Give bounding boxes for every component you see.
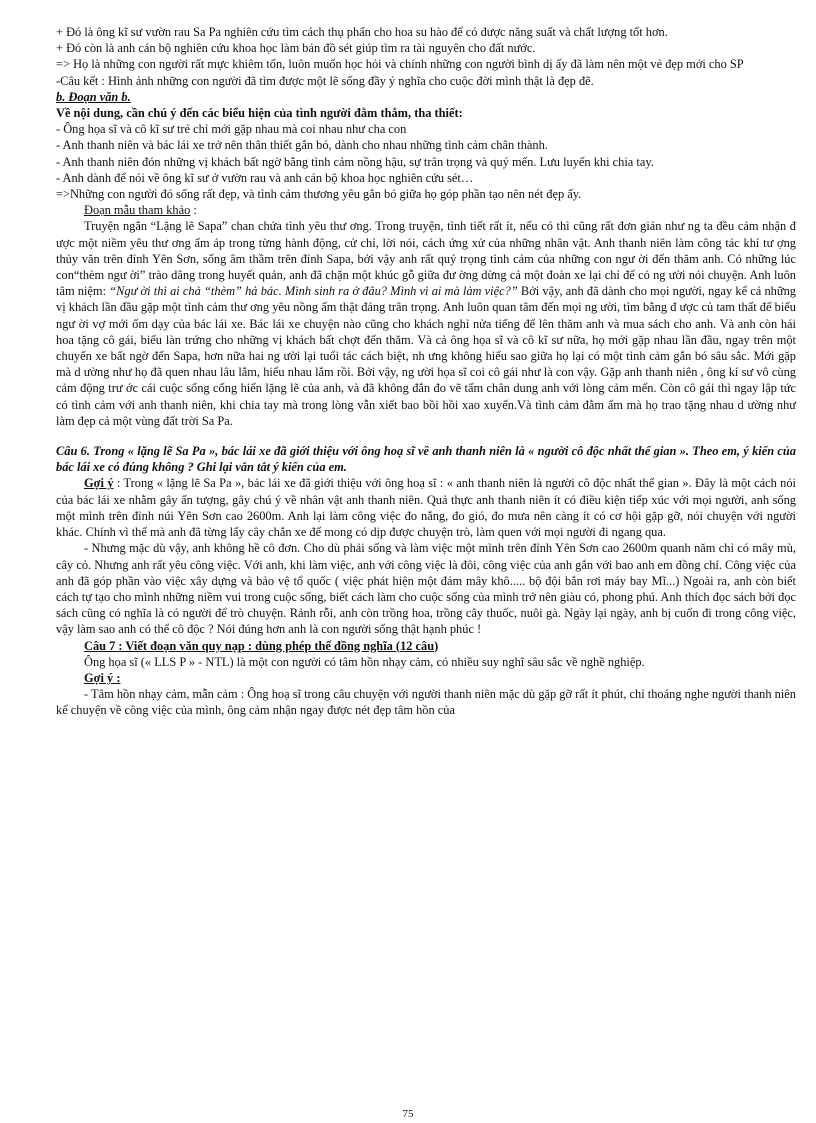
bullet-4: - Anh dành để nói về ông kĩ sư ở vườn rau và anh cán bộ khoa học nghiên cứu sét…	[56, 170, 474, 185]
model-paragraph-part-1: Truyện ngắn “Lặng lẽ Sapa” chan chứa tình yêu thư ơng. Trong truyện, tình tiết rất ít, nếu có thì cũng rất đơn giản như ng ta đều cảm nhận đ ược một niềm yêu thư ơng ấm áp trong từng hành động, cử chỉ, lời nói, cách ứng xử của những nhân vật. Anh thanh niên làm công tác khí tư ợng thủy văn trên đỉnh Yên Sơn, sống âm thầm trên đỉnh Sapa, bởi vậy anh rất quý trọng tình cảm của những con ngư ời đến thăm anh. Có những lúc con“thèm ngư ời” trào dâng trong huyết quản, anh đã chặn một khúc gỗ giữa đư ờng dừng cả một đoàn xe lại chỉ để có ng ười nói chuyện. Anh luôn tâm niệm:	[56, 219, 796, 299]
model-paragraph-quote: “Ngư ời thì ai chả “thèm” hả bác. Mình sinh ra ở đâu? Mình vì ai mà làm việc?”	[109, 284, 518, 299]
bullet-2: - Anh thanh niên và bác lái xe trở nên thân thiết gắn bó, dành cho nhau những tình cảm chân thành.	[56, 138, 548, 153]
question-7-paragraph-2: - Tâm hồn nhạy cảm, mẫn cảm : Ông hoạ sĩ trong câu chuyện với người thanh niên mặc dù gặp gỡ rất ít phút, chỉ thoáng nghe người thanh niên kể chuyện về công việc của mình, ông cảm nhận ngay được nét đẹp tâm hồn của	[56, 687, 796, 718]
model-paragraph-part-2: Bởi vậy, anh đã dành cho mọi người, ngay kể cả những vị khách lần đầu gặp một tình cảm thư ơng yêu nồng ấm thật đáng trân trọng. Anh luôn quan tâm đến mọi ng ười, tìm bằng đ ược củ tam thất để biếu ngư ời vợ mới ốm dạy của bác lái xe. Bác lái xe chuyện nào cũng cho khách nghỉ nửa tiếng để lên thăm anh và mua sách cho anh. Và anh còn hái hoa tặng cô gái, biếu làn trứng cho những vị khách bất chợt đến thăm. Và cả ông họa sĩ và cô kĩ sư nữa, họ mới gặp nhau lần đầu, ngay trên một chuyến xe bất ngờ đến Sapa, hơn nữa hai ng ười lại tuổi tác cách biệt, nh ưng không hiểu sao giữa họ lại có một tình cảm gắn bó sâu sắc. Mới gặp mà d ường như họ đã quen nhau lâu lắm, hiểu nhau lắm rồi. Bởi vậy, ng ười họa sĩ coi cô gái như là con vậy. Gặp anh thanh niên , ông kí sư vô cùng cảm động trư ớc cái cuộc sống cống hiến lặng lẽ của anh, và đã không đắn đo vẽ tấm chân dung anh với lòng cảm mến. Còn cô gái thì ngay lập tức có tình cảm với anh thanh niên, khi chia tay mà trong lòng vẫn xiết bao bồi hồi xao xuyến.Và tình cảm đằm ấm mà họ trao tặng nhau d ường như làm đẹp cả một vùng đất trời Sa Pa.	[56, 284, 796, 428]
question-7: Câu 7 : Viết đoạn văn quy nạp : dùng phép thế đồng nghĩa (12 câu)	[84, 638, 439, 653]
line-2: + Đó còn là anh cán bộ nghiên cứu khoa học làm bản đồ sét giúp tìm ra tài nguyên cho đất nước.	[56, 41, 536, 56]
document-page	[56, 24, 796, 719]
question-6-hint	[56, 475, 796, 540]
question-6: Câu 6. Trong « lặng lẽ Sa Pa », bác lái xe đã giới thiệu với ông hoạ sĩ về anh thanh niên là « người cô độc nhất thế gian ». Theo em, ý kiến của bác lái xe có đúng không ? Ghi lại vắn tắt ý kiến của em.	[56, 444, 796, 475]
hint-label-2: Gợi ý :	[84, 670, 121, 685]
question-6-paragraph-2: - Nhưng mặc dù vậy, anh không hề cô đơn. Cho dù phải sống và làm việc một mình trên đỉnh Yên Sơn cao 2600m quanh năm chỉ có mây mù, cây cỏ. Nhưng anh rất yêu công việc. Với anh, khi làm việc, anh với công việc là đôi, công việc của anh gắn với bao anh em đồng chí. Công việc của anh đã góp phần vào việc xây dựng và bảo vệ tổ quốc ( việc phát hiện một đám mây khô..... bộ đội bắn rơi máy bay Mĩ...) Ngoài ra, anh còn biết cách tự tạo cho mình những niềm vui trong cuộc sống, biết cách làm cho cuộc sống của mình trở nên giàu có, phong phú. Anh thích đọc sách bởi đọc sách cũng có nghĩa là có người để trò chuyện. Rảnh rỗi, anh còn trồng hoa, trồng cây thuốc, nuôi gà. Ngày lại ngày, anh bị cuốn đi trong công việc, vậy làm sao anh có thể cô độc ? Nói đúng hơn anh là con người sống thật hạnh phúc !	[56, 541, 796, 637]
line-1: + Đó là ông kĩ sư vườn rau Sa Pa nghiên cứu tìm cách thụ phấn cho hoa su hào để có được năng suất và chất lượng tốt hơn.	[56, 25, 668, 39]
model-paragraph-label	[56, 202, 796, 218]
question-7-paragraph-1: Ông họa sĩ (« LLS P » - NTL) là một con người có tâm hồn nhạy cảm, có nhiều suy nghĩ sâu sắc về nghề nghiệp.	[84, 654, 645, 669]
section-b-heading: b. Đoạn văn b.	[56, 89, 131, 104]
section-b-intro: Về nội dung, cần chú ý đến các biểu hiện của tình người đằm thắm, tha thiết:	[56, 106, 463, 121]
question-6-hint-text: : Trong « lặng lẽ Sa Pa », bác lái xe đã giới thiệu với ông hoạ sĩ : « anh thanh niên là người cô độc nhất thế gian ». Đây là một cách nói của bác lái xe nhằm gây ấn tượng, gây chú ý về nhân vật anh thanh niên. Quả thực anh thanh niên ít có điều kiện tiếp xúc với mọi người, anh sống một mình trên đỉnh núi Yên Sơn cao 2600m. Anh lại làm công việc đo nắng, đo gió, đo mưa nên càng ít có cơ hội gặp gỡ, nói chuyện với người khác. Chính vì thế mà anh đã từng lấy cây chắn xe để mong có dịp được chuyện trò, làm quen với mọi người đi ngang qua.	[56, 476, 796, 540]
line-4: -Câu kết : Hình ảnh những con người đã tìm được một lẽ sống đầy ý nghĩa cho cuộc đời mình thật là đẹp đẽ.	[56, 73, 594, 88]
model-label-colon: :	[190, 203, 197, 218]
bullet-3: - Anh thanh niên đón những vị khách bất ngờ bằng tình cảm nồng hậu, sự trân trọng và quý mến. Lưu luyến khi chia tay.	[56, 154, 654, 169]
model-paragraph	[56, 218, 796, 429]
model-label-text: Đoạn mẫu tham khảo	[84, 203, 191, 218]
line-3: => Họ là những con người rất mực khiêm tốn, luôn muốn học hỏi và chính những con người bình dị ấy đã làm nên một vẻ đẹp mới cho SP	[56, 57, 744, 72]
page-number: 75	[402, 1108, 414, 1120]
conclusion-b: =>Những con người đó sống rất đẹp, và tình cảm thương yêu gắn bó giữa họ góp phần tạo nên nét đẹp ấy.	[56, 187, 582, 202]
bullet-1: - Ông họa sĩ và cô kĩ sư trẻ chỉ mới gặp nhau mà coi nhau như cha con	[56, 122, 407, 137]
hint-label: Gợi ý	[84, 476, 114, 491]
